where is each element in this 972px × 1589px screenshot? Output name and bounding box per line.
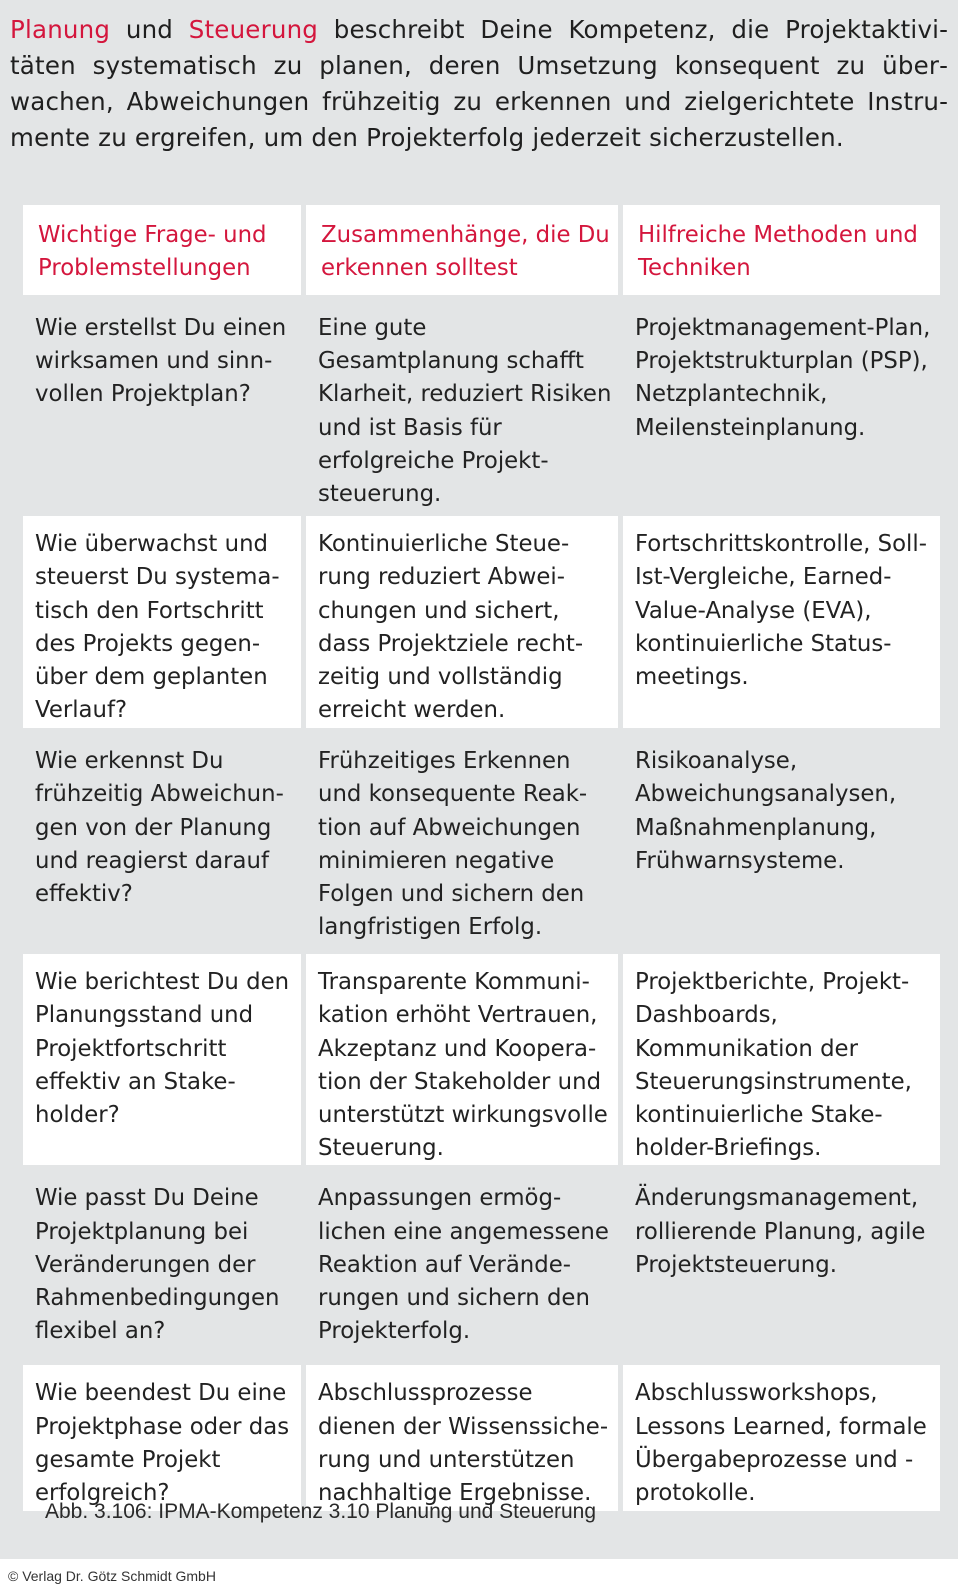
question-cell: Wie passt Du Deine Projektplanung bei Veränderungen der Rahmenbedingungen flexibel an?: [23, 1170, 301, 1360]
method-cell: Projektmanagement-Plan, Projektstrukturplan (PSP), Netzplantechnik, Meilensteinplanung.: [623, 300, 940, 511]
intro-text: beschreibt Deine Kompetenz, die Projektaktivitäten systematisch zu planen, deren Umsetzung konsequent zu überwachen, Abweichungen frühzeitig zu erkennen und zielgerichtete Instrumente zu ergreifen, um den Projekterfolg jederzeit sicherzustellen.: [10, 15, 948, 152]
table-row: [23, 1365, 940, 1511]
header-relations: Zusammenhänge, die Du erkennen solltest: [306, 205, 618, 295]
table-header-row: [23, 205, 940, 295]
header-methods: Hilfreiche Methoden und Techniken: [623, 205, 940, 295]
competence-table: [18, 200, 945, 1516]
header-questions: Wichtige Frage- und Problemstellungen: [23, 205, 301, 295]
intro-connector: und: [110, 15, 189, 44]
figure-caption: Abb. 3.106: IPMA-Kompetenz 3.10 Planung und Steuerung: [45, 1500, 597, 1523]
relation-cell: Anpassungen ermöglichen eine angemessene Reaktion auf Veränderungen und sichern den Projekterfolg.: [306, 1170, 618, 1360]
question-cell: Wie berichtest Du den Planungsstand und Projektfortschritt effektiv an Stakeholder?: [23, 954, 301, 1165]
method-cell: Risikoanalyse, Abweichungsanalysen, Maßnahmenplanung, Frühwarnsysteme.: [623, 733, 940, 949]
table-row: [23, 1170, 940, 1360]
copyright-notice: © Verlag Dr. Götz Schmidt GmbH: [8, 1568, 216, 1584]
relation-cell: Transparente Kommunikation erhöht Vertrauen, Akzeptanz und Kooperation der Stakeholder und unterstützt wirkungsvolle Steuerung.: [306, 954, 618, 1165]
table-row: [23, 516, 940, 728]
relation-cell: Kontinuierliche Steuerung reduziert Abweichungen und sichert, dass Projektziele rechtzeitig und vollständig erreicht werden.: [306, 516, 618, 728]
method-cell: Projektberichte, Projekt-Dashboards, Kommunikation der Steuerungsinstrumente, kontinuierliche Stakeholder-Briefings.: [623, 954, 940, 1165]
table-row: [23, 300, 940, 511]
relation-cell: Eine gute Gesamtplanung schafft Klarheit, reduziert Risiken und ist Basis für erfolgreiche Projektsteuerung.: [306, 300, 618, 511]
intro-paragraph: [10, 12, 948, 156]
question-cell: Wie erkennst Du frühzeitig Abweichungen von der Planung und reagierst darauf effektiv?: [23, 733, 301, 949]
table-row: [23, 733, 940, 949]
question-cell: Wie erstellst Du einen wirksamen und sinnvollen Projektplan?: [23, 300, 301, 511]
table-row: [23, 954, 940, 1165]
method-cell: Abschlussworkshops, Lessons Learned, formale Übergabeprozesse und -protokolle.: [623, 1365, 940, 1511]
method-cell: Änderungsmanagement, rollierende Planung, agile Projektsteuerung.: [623, 1170, 940, 1360]
relation-cell: Frühzeitiges Erkennen und konsequente Reaktion auf Abweichungen minimieren negative Folgen und sichern den langfristigen Erfolg.: [306, 733, 618, 949]
method-cell: Fortschrittskontrolle, Soll-Ist-Vergleiche, Earned-Value-Analyse (EVA), kontinuierliche Statusmeetings.: [623, 516, 940, 728]
question-cell: Wie beendest Du eine Projektphase oder das gesamte Projekt erfolgreich?: [23, 1365, 301, 1511]
question-cell: Wie überwachst und steuerst Du systematisch den Fortschritt des Projekts gegenüber dem geplanten Verlauf?: [23, 516, 301, 728]
intro-highlight-steuerung: Steuerung: [188, 15, 319, 44]
relation-cell: Abschlussprozesse dienen der Wissenssicherung und unterstützen nachhaltige Ergebnisse.: [306, 1365, 618, 1511]
intro-highlight-planung: Planung: [10, 15, 111, 44]
